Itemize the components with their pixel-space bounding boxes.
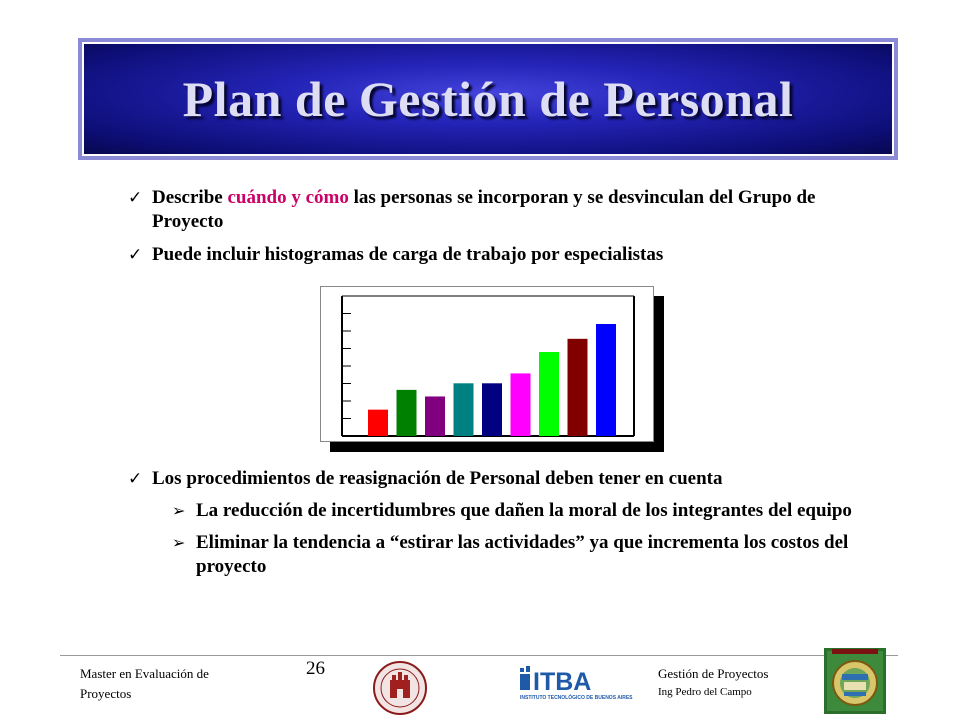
bullet-1-highlight: cuándo y cómo [227, 187, 349, 208]
workload-histogram [320, 286, 670, 456]
chart-svg [320, 286, 654, 442]
bullet-list-bottom [128, 467, 868, 579]
sub-bullet-1-text: La reducción de incertidumbres que dañen la moral de los integrantes del equipo [196, 500, 852, 521]
chart-bar [397, 390, 417, 436]
arrow-bullet-icon: ➢ [172, 533, 186, 552]
arrow-bullet-icon: ➢ [172, 501, 186, 520]
chart-bar [539, 352, 559, 436]
bullet-list-top [128, 186, 868, 267]
footer-course-name: Master en Evaluación de Proyectos [80, 666, 209, 701]
university-seal-logo [372, 660, 428, 716]
sub-bullet-1 [128, 499, 868, 523]
itba-subtitle: INSTITUTO TECNOLÓGICO DE BUENOS AIRES [520, 695, 633, 701]
footer-right [658, 664, 768, 702]
chart-bar [368, 410, 388, 436]
chart-bar [568, 339, 588, 436]
check-icon: ✓ [128, 469, 143, 489]
page-number: 26 [306, 658, 325, 679]
footer-author: Ing Pedro del Campo [658, 686, 752, 698]
bullet-1-prefix: Describe [152, 187, 228, 208]
bullet-2-text: Puede incluir histogramas de carga de trabajo por especialistas [152, 244, 664, 265]
itba-wordmark: ITBA [533, 668, 592, 696]
bullet-1-suffix: las personas se incorporan y se desvinculan del Grupo de Proyecto [152, 187, 816, 232]
bullet-3-text: Los procedimientos de reasignación de Personal deben tener en cuenta [152, 468, 723, 489]
bullet-item-1 [128, 186, 868, 234]
check-icon: ✓ [128, 245, 143, 265]
footer-divider [60, 655, 898, 656]
chart-bar [425, 396, 445, 436]
slide-title: Plan de Gestión de Personal [182, 71, 794, 127]
title-banner [78, 38, 898, 160]
sub-bullet-2 [128, 531, 868, 579]
bullet-item-3 [128, 467, 868, 491]
itba-logo [518, 664, 633, 704]
title-banner-inner [82, 42, 894, 156]
chart-bar [482, 383, 502, 436]
footer-subject: Gestión de Proyectos [658, 666, 769, 681]
check-icon: ✓ [128, 188, 143, 208]
project-management-badge-logo [824, 648, 886, 714]
chart-bar [454, 383, 474, 436]
bullet-item-2 [128, 243, 868, 267]
chart-bar [596, 324, 616, 436]
chart-bar [511, 373, 531, 436]
sub-bullet-2-text: Eliminar la tendencia a “estirar las actividades” ya que incrementa los costos del proyecto [196, 532, 849, 577]
